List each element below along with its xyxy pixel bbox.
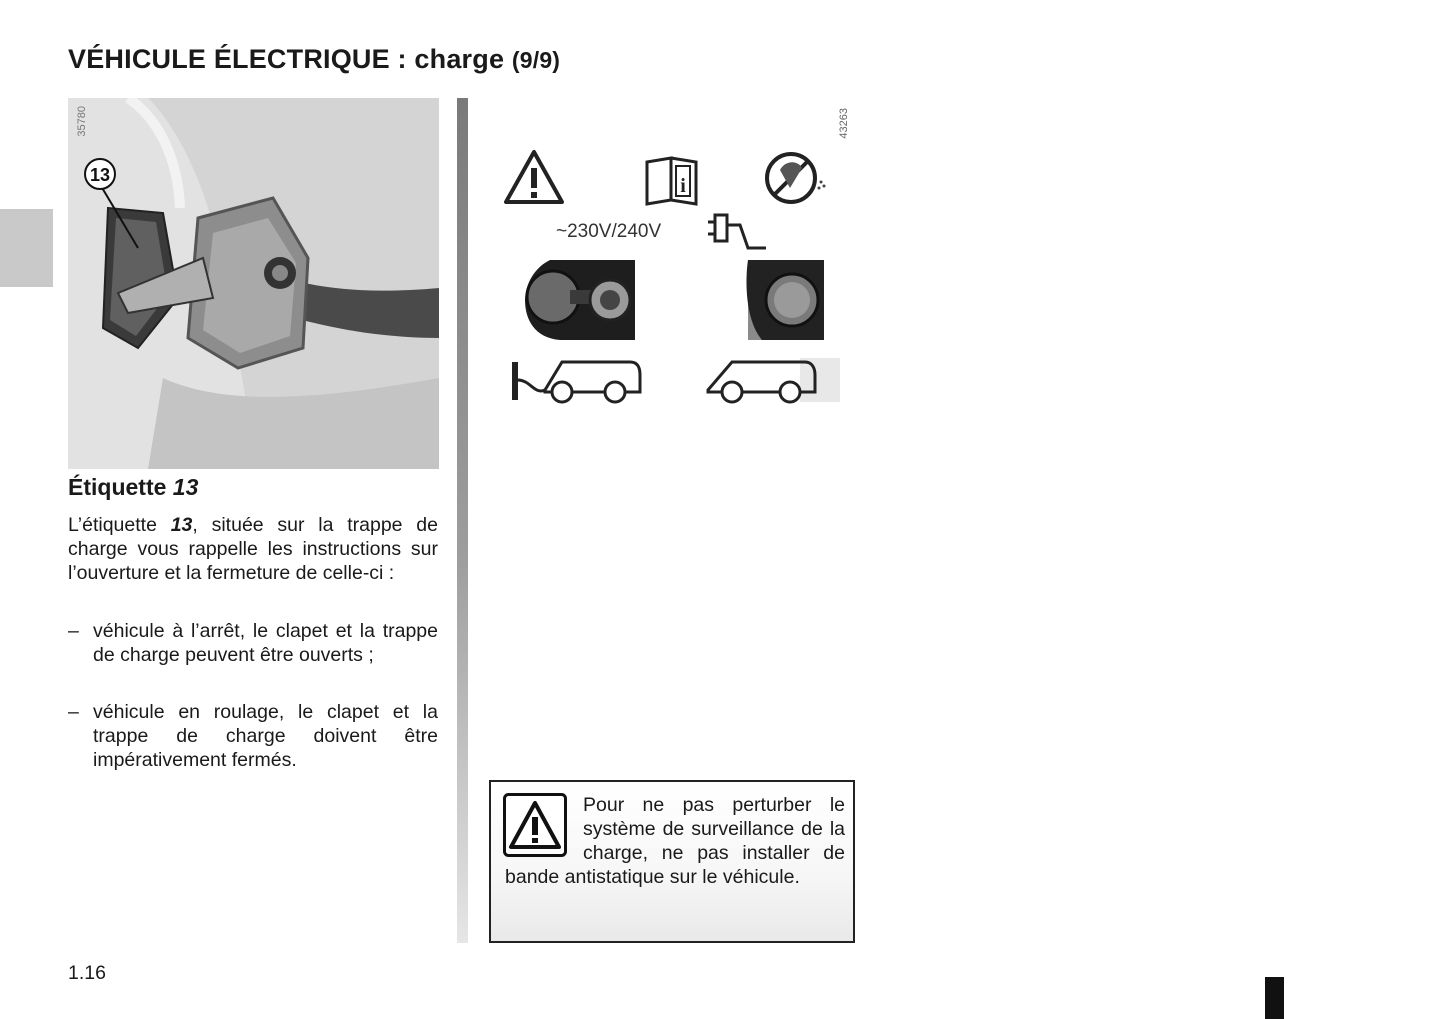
section-heading: [68, 474, 198, 501]
list-item-text: véhicule en roulage, le clapet et la trappe de charge doivent être impérativement fermés.: [93, 701, 438, 771]
intro-paragraph: [68, 513, 438, 585]
page-edge-marker: [1265, 977, 1284, 1019]
charge-flap-illustration: [68, 98, 439, 469]
column-divider: [457, 98, 468, 943]
page-title: [68, 44, 560, 75]
warning-icon: [503, 793, 567, 857]
list-item-text: véhicule à l’arrêt, le clapet et la trappe de charge peuvent être ouverts ;: [93, 620, 438, 666]
page-title-part: (9/9): [511, 47, 561, 73]
charging-plug-icon: [708, 215, 766, 248]
page-number: 1.16: [68, 962, 106, 984]
car-driving-icon: [708, 358, 840, 402]
page-title-main: VÉHICULE ÉLECTRIQUE : charge: [68, 44, 505, 74]
warning-box: [489, 780, 855, 943]
callout-number: 13: [89, 165, 111, 185]
intro-prefix: L’étiquette: [68, 514, 171, 536]
svg-text:i: i: [680, 175, 686, 197]
section-heading-word: Étiquette: [68, 474, 167, 500]
charge-flap-photo: [68, 98, 439, 469]
list-item: [68, 700, 438, 772]
warning-triangle-icon: [506, 152, 562, 202]
flap-open-socket-icon: [525, 260, 635, 340]
diagram-reference: 43263: [838, 108, 850, 139]
warning-text: Pour ne pas perturber le système de surveillance de la charge, ne pas installer de bande antistatique sur le véhicule.: [505, 794, 845, 888]
list-item: [68, 619, 438, 667]
car-charging-stopped-icon: [512, 362, 640, 402]
list-dash: –: [68, 701, 79, 723]
no-pressure-washing-icon: [767, 154, 826, 202]
intro-rest: , située sur la trappe de charge vous rappelle les instructions sur l’ouverture et la fermeture de celle-ci :: [68, 514, 438, 584]
list-dash: –: [68, 620, 79, 642]
flap-closed-socket-icon: [746, 260, 824, 340]
label-diagram: [490, 100, 860, 410]
chapter-tab: [0, 209, 53, 287]
intro-label-number: 13: [170, 514, 193, 536]
photo-reference: 35780: [76, 106, 88, 137]
voltage-label: ~230V/240V: [556, 221, 662, 242]
section-heading-number: 13: [172, 474, 199, 500]
manual-book-icon: [647, 158, 696, 204]
